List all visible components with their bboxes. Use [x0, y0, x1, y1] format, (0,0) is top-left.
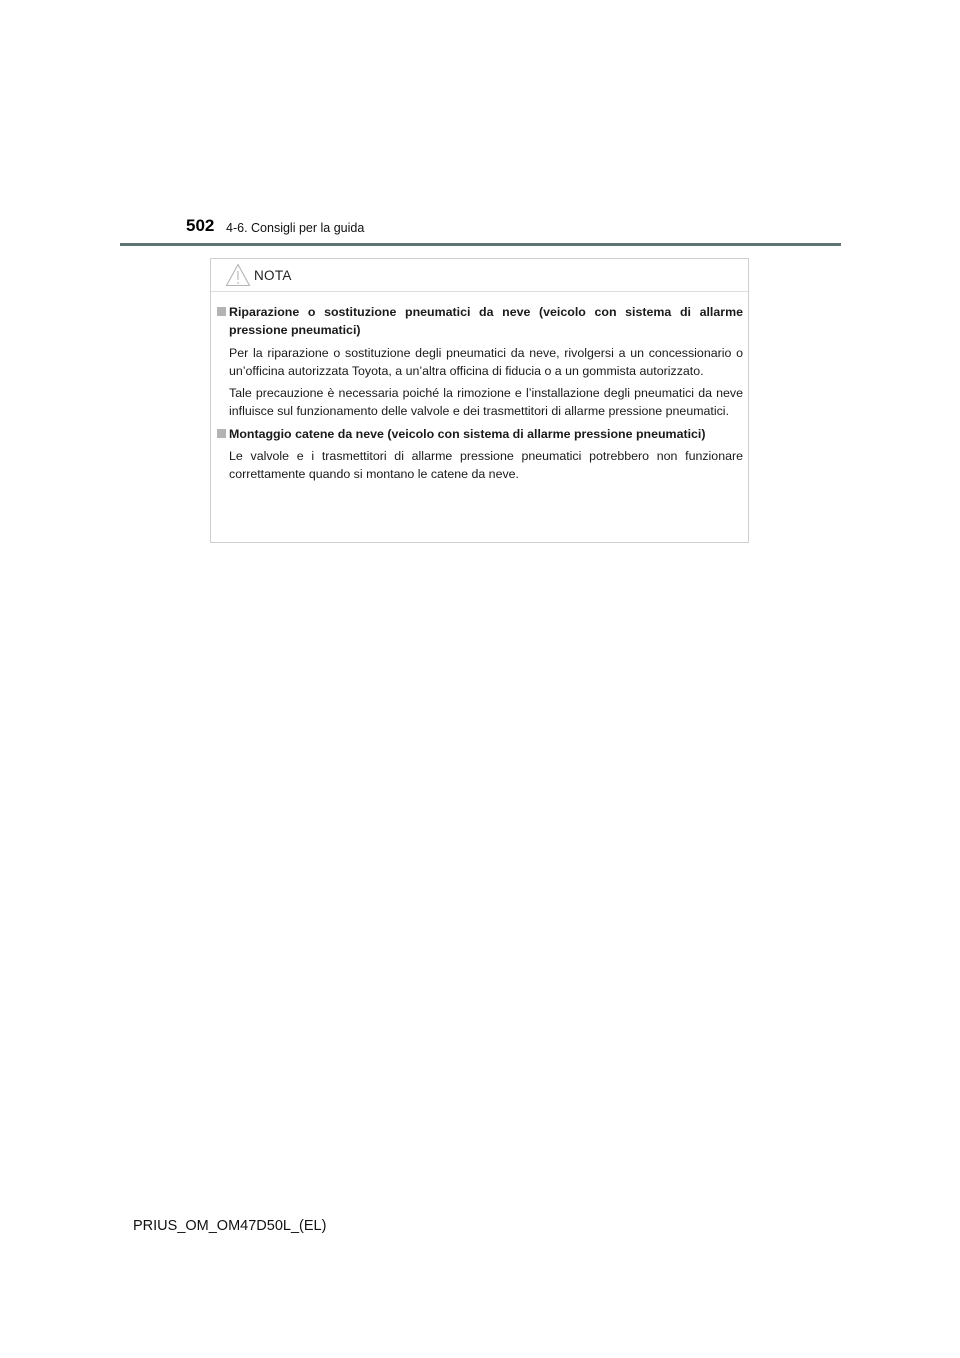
note-item: [217, 425, 743, 484]
note-item: [217, 303, 743, 421]
section-title: 4-6. Consigli per la guida: [226, 221, 365, 235]
item-paragraph: Tale precauzione è necessaria poiché la rimozione e l’installazione degli pneumatici da neve influisce sul funzionamento delle valvole e dei trasmettitori di allarme pressione pneumatici.: [229, 386, 743, 419]
item-heading: [217, 425, 743, 443]
note-header: [225, 263, 292, 287]
item-heading-text: Riparazione o sostituzione pneumatici da neve (veicolo con sistema di allarme pressione pneumatici): [229, 305, 743, 338]
item-paragraph: Per la riparazione o sostituzione degli pneumatici da neve, rivolgersi a un concessionario o un’officina autorizzata Toyota, a un’altra officina di fiducia o a un gommista autorizzato.: [229, 345, 743, 378]
note-label: NOTA: [254, 267, 292, 283]
item-heading: [217, 303, 743, 340]
note-box: [210, 258, 749, 543]
page-number: 502: [186, 216, 215, 235]
document-code: PRIUS_OM_OM47D50L_(EL): [133, 1218, 327, 1234]
bullet-square-icon: [217, 429, 226, 438]
item-heading-text: Montaggio catene da neve (veicolo con sistema di allarme pressione pneumatici): [229, 426, 706, 441]
warning-triangle-icon: [225, 263, 251, 287]
bullet-square-icon: [217, 307, 226, 316]
item-paragraph: Le valvole e i trasmettitori di allarme pressione pneumatici potrebbero non funzionare correttamente quando si montano le catene da neve.: [229, 449, 743, 482]
note-divider: [211, 291, 748, 292]
header-rule: [120, 243, 841, 246]
note-body: [217, 303, 743, 484]
